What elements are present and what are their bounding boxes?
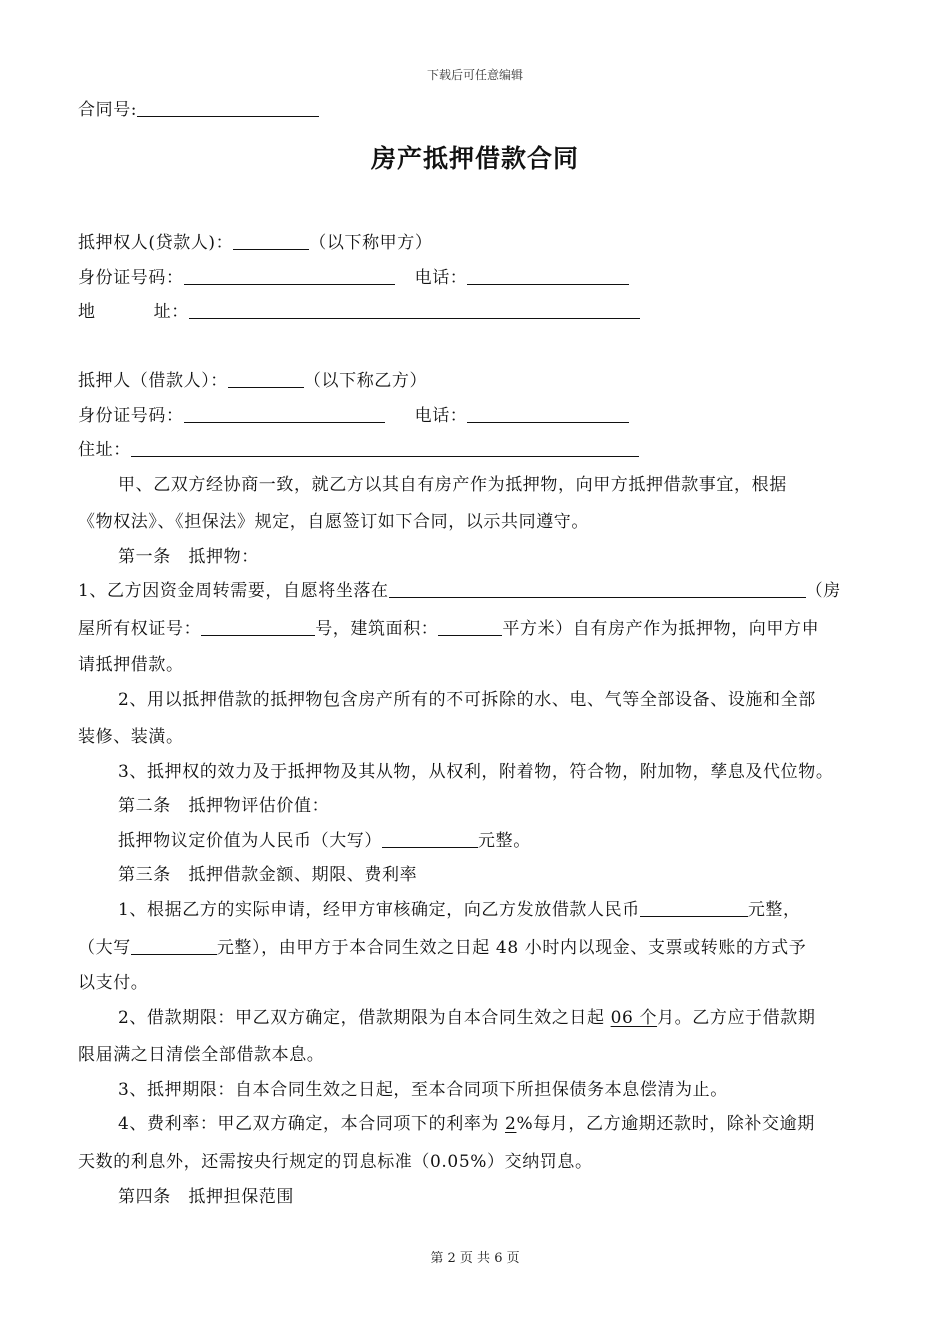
loan-amount-blank[interactable]	[640, 898, 748, 917]
article-3-heading: 第三条 抵押借款金额、期限、费利率	[118, 865, 418, 885]
article-3-clause-3: 3、抵押期限：自本合同生效之日起，至本合同项下所担保债务本息偿清为止。	[118, 1080, 728, 1100]
borrower-address-label: 住址：	[78, 440, 131, 460]
building-area-blank[interactable]	[438, 617, 502, 636]
clause-text: （大写	[78, 938, 131, 958]
property-location-blank[interactable]	[389, 579, 806, 598]
article-1-clause-1-line-2	[78, 617, 878, 641]
article-3-clause-4-line-1	[118, 1112, 878, 1136]
lender-id-label: 身份证号码：	[78, 268, 184, 288]
lender-suffix: （以下称甲方）	[309, 233, 433, 253]
borrower-name-line	[78, 369, 878, 393]
borrower-name-blank[interactable]	[228, 369, 304, 388]
appraised-value-blank[interactable]	[382, 829, 478, 848]
clause-text: （房	[805, 581, 841, 601]
borrower-id-blank[interactable]	[184, 404, 385, 423]
article-3-clause-1-line-2	[78, 936, 878, 960]
lender-address-label-2: 址：	[153, 302, 189, 322]
clause-text: 平方米）自有房产作为抵押物，向甲方申	[502, 619, 820, 639]
borrower-id-label: 身份证号码：	[78, 406, 184, 426]
clause-text: 1、乙方因资金周转需要，自愿将坐落在	[78, 581, 389, 601]
clause-text: 1、根据乙方的实际申请，经甲方审核确定，向乙方发放借款人民币	[118, 900, 640, 920]
article-1-clause-2-line-2: 装修、装潢。	[78, 727, 184, 747]
article-1-heading: 第一条 抵押物：	[118, 547, 259, 567]
lender-id-blank[interactable]	[184, 266, 395, 285]
article-3-clause-2-line-1	[118, 1006, 878, 1030]
borrower-id-line	[78, 404, 878, 428]
loan-term-value: 06 个	[610, 1008, 658, 1028]
contract-number-label: 合同号:	[78, 100, 138, 120]
clause-text: %每月，乙方逾期还款时，除补交逾期	[516, 1114, 815, 1134]
interest-rate-value: 2	[505, 1114, 517, 1134]
article-1-clause-2-line-1: 2、用以抵押借款的抵押物包含房产所有的不可拆除的水、电、气等全部设备、设施和全部	[118, 690, 816, 710]
lender-id-line	[78, 266, 878, 290]
article-3-clause-1-line-1	[118, 898, 878, 922]
page-header-note: 下载后可任意编辑	[426, 68, 523, 82]
borrower-phone-label: 电话：	[414, 406, 468, 426]
clause-text: 屋所有权证号：	[78, 619, 202, 639]
clause-text: 元整。	[478, 831, 531, 851]
clause-text: 元整，	[747, 900, 801, 920]
clause-text: 2、借款期限：甲乙双方确定，借款期限为自本合同生效之日起	[118, 1008, 611, 1028]
clause-text: 元整），由甲方于本合同生效之日起 48 小时内以现金、支票或转账的方式予	[216, 938, 807, 958]
article-3-clause-2-line-2: 限届满之日清偿全部借款本息。	[78, 1045, 325, 1065]
article-2-value-line	[118, 829, 878, 853]
borrower-address-line	[78, 438, 878, 462]
borrower-label: 抵押人（借款人）：	[78, 371, 228, 391]
loan-amount-words-blank[interactable]	[131, 936, 217, 955]
article-1-clause-1-line-1	[78, 579, 878, 603]
article-3-clause-1-line-3: 以支付。	[78, 973, 149, 993]
article-4-heading: 第四条 抵押担保范围	[118, 1187, 294, 1207]
document-title: 房产抵押借款合同	[370, 144, 579, 173]
borrower-phone-blank[interactable]	[467, 404, 629, 423]
lender-address-label-1: 地	[78, 302, 96, 322]
lender-address-blank[interactable]	[189, 300, 640, 319]
lender-phone-blank[interactable]	[467, 266, 629, 285]
intro-line-1: 甲、乙双方经协商一致，就乙方以其自有房产作为抵押物，向甲方抵押借款事宜，根据	[118, 475, 787, 495]
article-1-clause-1-line-3: 请抵押借款。	[78, 655, 184, 675]
article-3-clause-4-line-2: 天数的利息外，还需按央行规定的罚息标准（0.05%）交纳罚息。	[78, 1152, 593, 1172]
clause-text: 4、费利率：甲乙双方确定，本合同项下的利率为	[118, 1114, 506, 1134]
property-cert-number-blank[interactable]	[201, 617, 315, 636]
clause-text: 号，建筑面积：	[315, 619, 439, 639]
lender-label: 抵押权人(贷款人)：	[78, 233, 234, 253]
borrower-address-blank[interactable]	[131, 438, 639, 457]
clause-text: 月。乙方应于借款期	[657, 1008, 816, 1028]
lender-phone-label: 电话：	[414, 268, 468, 288]
lender-name-blank[interactable]	[233, 231, 309, 250]
borrower-suffix: （以下称乙方）	[303, 371, 428, 391]
clause-text: 抵押物议定价值为人民币（大写）	[118, 831, 382, 851]
contract-number-blank[interactable]	[137, 98, 319, 117]
intro-line-2: 《物权法》、《担保法》规定，自愿签订如下合同，以示共同遵守。	[78, 512, 589, 532]
lender-address-line	[78, 300, 878, 324]
article-2-heading: 第二条 抵押物评估价值：	[118, 796, 330, 816]
contract-number-line	[78, 98, 878, 122]
page-footer: 第 2 页 共 6 页	[430, 1251, 520, 1266]
lender-name-line	[78, 231, 878, 255]
article-1-clause-3: 3、抵押权的效力及于抵押物及其从物，从权利，附着物，符合物，附加物，孳息及代位物。	[118, 762, 834, 782]
